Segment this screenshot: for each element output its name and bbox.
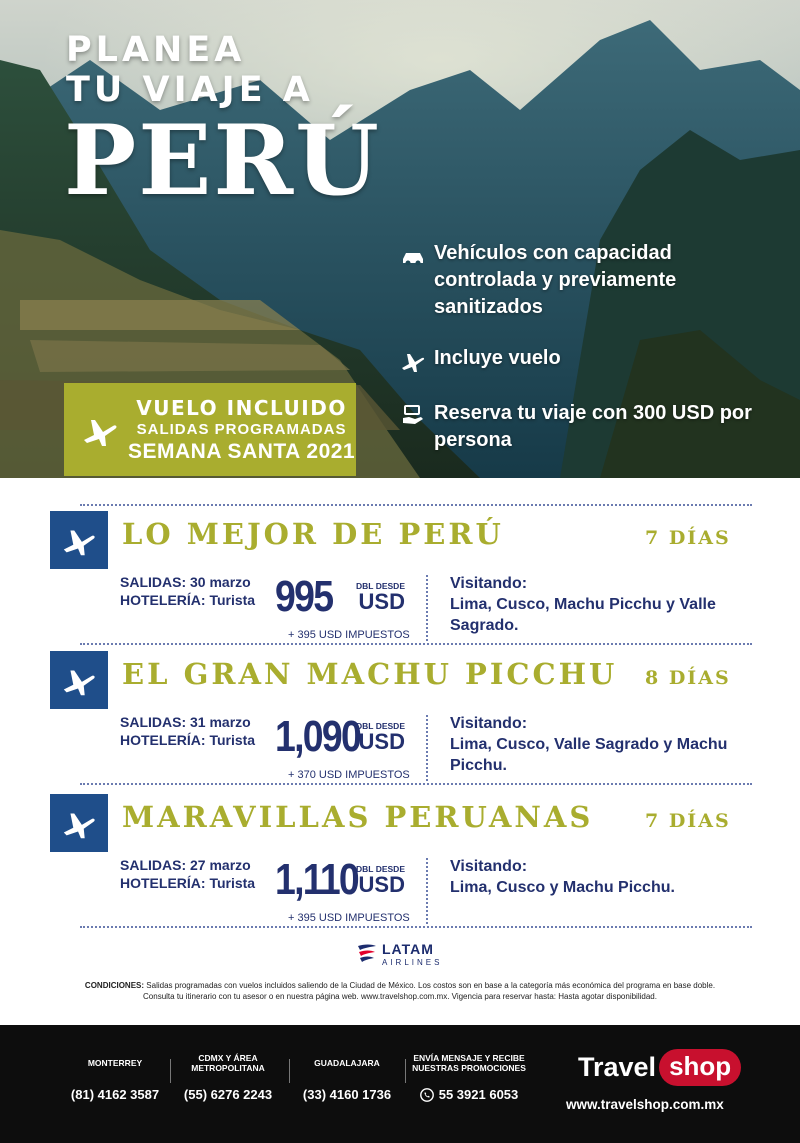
- car-icon: [400, 243, 426, 269]
- website-link[interactable]: www.travelshop.com.mx: [566, 1097, 724, 1112]
- vertical-divider: [426, 858, 428, 924]
- badge-line2: SALIDAS PROGRAMADAS: [136, 420, 347, 438]
- package-price: [275, 712, 405, 765]
- brand-part1: Travel: [578, 1052, 657, 1082]
- price-amount: 1,090: [275, 712, 361, 761]
- package-itinerary: [450, 573, 750, 636]
- hoteleria-value: Turista: [209, 875, 256, 891]
- package-days: 8 DÍAS: [645, 667, 731, 689]
- badge-line1: VUELO INCLUIDO: [136, 395, 347, 420]
- footer-divider: [170, 1059, 171, 1083]
- price-taxes: + 395 USD IMPUESTOS: [288, 629, 410, 641]
- package-price: [275, 572, 405, 625]
- visit-label: Visitando:: [450, 575, 528, 592]
- contact-cdmx: [173, 1049, 283, 1102]
- visit-label: Visitando:: [450, 715, 528, 732]
- hero-banner: [0, 0, 800, 478]
- package-icon-box: [50, 511, 108, 569]
- contact-label: ENVÍA MENSAJE Y RECIBE NUESTRAS PROMOCIONES: [412, 1053, 526, 1073]
- package-el-gran-machu-picchu: [0, 645, 800, 785]
- conditions-line1: Salidas programadas con vuelos incluidos saliendo de la Ciudad de México. Los costos son en base a la categoría más económica del programa en base doble.: [146, 981, 716, 990]
- airplane-icon: [60, 661, 98, 699]
- package-lo-mejor-de-peru: [0, 505, 800, 645]
- package-name: MARAVILLAS PERUANAS: [122, 800, 594, 834]
- airplane-icon: [400, 348, 426, 374]
- price-amount: 1,110: [275, 855, 359, 904]
- visit-places: Lima, Cusco, Valle Sagrado y Machu Picchu.: [450, 736, 728, 774]
- price-currency: USD: [358, 589, 405, 614]
- contact-phone[interactable]: (33) 4160 1736: [302, 1087, 392, 1102]
- contact-phone: 55 3921 6053: [438, 1087, 519, 1102]
- contact-whatsapp-row[interactable]: [405, 1087, 533, 1102]
- airline-sub: AIRLINES: [382, 958, 443, 967]
- contact-whatsapp: [405, 1049, 533, 1102]
- hero-title-line2: TU VIAJE A: [66, 70, 314, 110]
- latam-airlines-logo: [356, 941, 442, 967]
- latam-logo-icon: [356, 942, 378, 966]
- visit-label: Visitando:: [450, 858, 528, 875]
- package-info: [120, 573, 255, 609]
- airline-name: LATAM: [382, 941, 434, 957]
- feature-sanitized-vehicles: [400, 240, 734, 321]
- contact-label: MONTERREY: [87, 1058, 143, 1068]
- package-days: 7 DÍAS: [645, 810, 731, 832]
- package-itinerary: [450, 713, 750, 776]
- contact-monterrey: [60, 1049, 170, 1102]
- package-days: 7 DÍAS: [645, 527, 731, 549]
- contact-label: CDMX Y ÁREA METROPOLITANA: [191, 1053, 265, 1073]
- feature-text: Reserva tu viaje con 300 USD por persona: [434, 402, 752, 451]
- hoteleria-label: HOTELERÍA:: [120, 875, 206, 891]
- hand-money-icon: [400, 403, 426, 429]
- feature-text: Incluye vuelo: [434, 347, 561, 369]
- feature-text: Vehículos con capacidad controlada y previamente sanitizados: [434, 242, 677, 318]
- contact-label: GUADALAJARA: [314, 1058, 380, 1068]
- conditions-line2: Consulta tu itinerario con tu asesor o en nuestra página web. www.travelshop.com.mx. Vigencia para reservar hasta: Hasta agotar disponibilidad.: [143, 992, 657, 1001]
- hoteleria-label: HOTELERÍA:: [120, 592, 206, 608]
- salidas-label: SALIDAS:: [120, 574, 187, 590]
- contact-phone[interactable]: (81) 4162 3587: [70, 1087, 160, 1102]
- visit-places: Lima, Cusco y Machu Picchu.: [450, 879, 675, 896]
- price-note: DBL DESDE: [356, 864, 405, 874]
- hero-title-line1: PLANEA: [66, 30, 246, 70]
- price-taxes: + 395 USD IMPUESTOS: [288, 912, 410, 924]
- package-price: [275, 855, 405, 908]
- airplane-icon: [60, 804, 98, 842]
- hoteleria-value: Turista: [209, 592, 256, 608]
- feature-reservation-deposit: [400, 400, 774, 454]
- price-taxes: + 370 USD IMPUESTOS: [288, 769, 410, 781]
- package-info: [120, 856, 255, 892]
- badge-line3: SEMANA SANTA 2021: [128, 439, 356, 463]
- hero-title-destination: PERÚ: [64, 104, 381, 217]
- price-amount: 995: [275, 572, 333, 621]
- flight-included-badge: [64, 383, 356, 476]
- package-name: EL GRAN MACHU PICCHU: [122, 657, 618, 691]
- contact-phone[interactable]: (55) 6276 2243: [183, 1087, 273, 1102]
- contact-guadalajara: [290, 1049, 404, 1102]
- whatsapp-icon: [420, 1088, 434, 1102]
- travelshop-logo[interactable]: [578, 1049, 741, 1086]
- package-name: LO MEJOR DE PERÚ: [122, 517, 504, 551]
- price-currency: USD: [358, 872, 405, 897]
- salidas-label: SALIDAS:: [120, 857, 187, 873]
- package-icon-box: [50, 651, 108, 709]
- price-note: DBL DESDE: [356, 721, 405, 731]
- price-note: DBL DESDE: [356, 581, 405, 591]
- footer: [0, 1025, 800, 1143]
- airplane-icon: [60, 521, 98, 559]
- divider: [80, 926, 752, 928]
- package-icon-box: [50, 794, 108, 852]
- vertical-divider: [426, 575, 428, 641]
- hoteleria-value: Turista: [209, 732, 256, 748]
- feature-flight-included: [400, 345, 561, 374]
- package-maravillas-peruanas: [0, 788, 800, 928]
- salidas-value: 31 marzo: [190, 714, 251, 730]
- divider: [80, 783, 752, 785]
- brand-part2: shop: [659, 1049, 741, 1086]
- salidas-value: 30 marzo: [190, 574, 251, 590]
- vertical-divider: [426, 715, 428, 781]
- conditions-text: [20, 980, 780, 1002]
- conditions-label: CONDICIONES:: [84, 981, 145, 990]
- package-info: [120, 713, 255, 749]
- hoteleria-label: HOTELERÍA:: [120, 732, 206, 748]
- salidas-value: 27 marzo: [190, 857, 251, 873]
- package-itinerary: [450, 856, 750, 898]
- visit-places: Lima, Cusco, Machu Picchu y Valle Sagrado.: [450, 596, 716, 634]
- price-currency: USD: [358, 729, 405, 754]
- airplane-icon: [80, 410, 120, 450]
- salidas-label: SALIDAS:: [120, 714, 187, 730]
